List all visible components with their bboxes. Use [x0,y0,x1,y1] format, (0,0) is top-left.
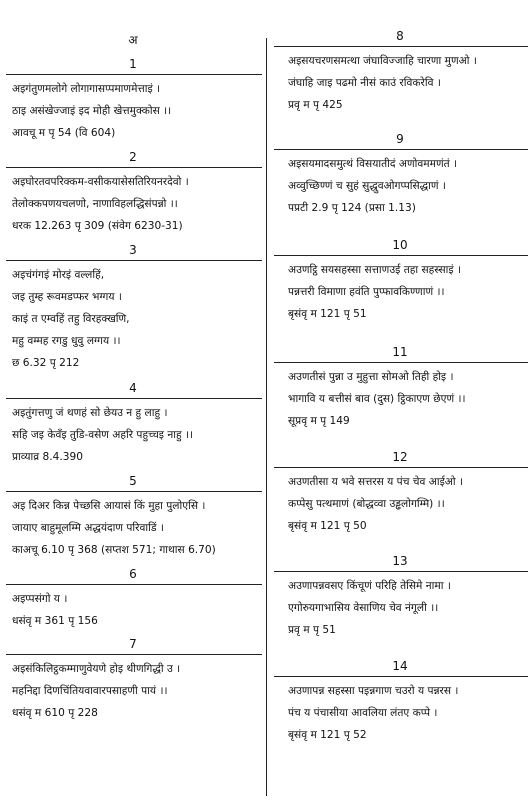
entry-number: 14 [392,659,408,673]
source-reference: सूप्रवृ म पृ 149 [288,415,350,427]
entry-rule [6,584,262,585]
verse-line: जंघाहि जाइ पढमो नीसं काउं रविकरेवि । [288,77,441,89]
entry [0,473,266,561]
verse-line: अइघोरतवपरिक्कम-वसीकयासेसतिरियनरदेवो । [12,176,189,188]
verse-line: जइ तुम्ह रूवमडप्फर भग्गय । [12,291,122,303]
verse-line: अव्वुच्छिण्णं च सुहं सुद्धुवओगप्पसिद्धाणं । [288,180,446,192]
verse-line: अइतुंगत्तणु जं थणहं सो छेयउ न हु लाहु । [12,407,168,419]
column-divider [266,38,267,796]
entry-rule [6,398,262,399]
entry-rule [274,571,528,572]
verse-line: अइप्पसंगो य । [12,593,68,605]
entry-rule [274,149,528,150]
entry-number: 5 [129,474,137,488]
verse-line: सहि जइ केवँइ तुडि-वसेण अहरि पहुच्चइ नाहु ।। [12,429,194,441]
entry-number: 10 [392,238,408,252]
source-reference: धसंवृ म 361 पृ 156 [12,615,98,627]
verse-line: भागावि य बत्तीसं बाव (दुस) ट्ठिकाएण छेएणं ।। [288,393,466,405]
entry [0,56,266,144]
entry-rule [274,255,528,256]
entry-number: 9 [396,132,404,146]
source-reference: धसंवृ म 610 पृ 228 [12,707,98,719]
entry-number: 1 [129,57,137,71]
source-reference: धरक 12.263 पृ 309 (संवेग 6230-31) [12,220,183,232]
source-reference: प्राव्याव्र 8.4.390 [12,451,83,463]
source-reference: काअचू 6.10 पृ 368 (सप्तश 571; गाथास 6.70) [12,544,216,556]
entry-rule [6,167,262,168]
verse-line: अइगंतुणमलोगे लोगागासप्पमाणमेत्ताइं । [12,83,161,95]
source-reference: आवचू म पृ 54 (वि 604) [12,127,116,139]
entry-number: 13 [392,554,408,568]
verse-line: अइचंगंगइं मोरइं वल्लहिं, [12,269,105,281]
entry [0,242,266,374]
entry [268,449,532,537]
entry-rule [274,362,528,363]
entry-number: 4 [129,381,137,395]
entry-number: 2 [129,150,137,164]
entry-number: 8 [396,29,404,43]
entry [268,131,532,219]
entry-number: 3 [129,243,137,257]
verse-line: अइसयमादसमुत्थं विसयातीदं अणोवममणंतं । [288,158,458,170]
verse-line: एगोरुयगाभासिय वेसाणिय चेव नंगूली ।। [288,602,439,614]
entry-rule [274,676,528,677]
entry-number: 11 [392,345,408,359]
source-reference: बृसंवृ म 121 पृ 52 [288,729,367,741]
verse-line: पन्नत्तरी विमाणा हवंति पुप्फावकिण्णाणं ।। [288,286,445,298]
verse-line: अउणापन्नवसए किंचूणं परिहि तेसिमे नामा । [288,580,451,592]
verse-line: ठाइ असंखेज्जाइं इद मोही खेत्तमुक्कोस ।। [12,105,172,117]
source-reference: प्रवृ म पृ 51 [288,624,336,636]
verse-line: कप्पेसु पत्थमाणं (बोद्धव्वा उड्ढलोगम्मि) ।। [288,498,445,510]
entry-number: 7 [129,637,137,651]
entry [268,658,532,746]
source-reference: बृसंवृ म 121 पृ 50 [288,520,367,532]
verse-line: पंच य पंचासीया आवलिया लंतए कप्पे । [288,707,438,719]
verse-line: तेलोक्कपणयचलणो, नाणाविहलद्धिसंपन्नो ।। [12,198,178,210]
verse-line: काइं त एम्वहिं तहु विरहक्खणि, [12,313,130,325]
entry-rule [6,654,262,655]
section-heading: अ [128,33,138,47]
entry [268,28,532,116]
entry-rule [6,491,262,492]
entry-rule [6,74,262,75]
verse-line: अउणतीसं पुन्ना उ मुहुत्ता सोमओ तिही होइ । [288,371,454,383]
entry-number: 6 [129,567,137,581]
source-reference: पप्रटी 2.9 पृ 124 (प्रसा 1.13) [288,202,416,214]
entry-number: 12 [392,450,408,464]
verse-line: अइसयचरणसमत्था जंघाविज्जाहि चारणा मुणओ । [288,55,477,67]
entry [268,344,532,432]
verse-line: अउणापन्न सहस्सा पइन्नगाण चउरो य पन्नरस । [288,685,459,697]
verse-line: अउणट्ठि सयसहस्सा सत्ताणउई तहा सहस्साइं । [288,264,461,276]
entry-rule [6,260,262,261]
verse-line: अइ दिअर किन्न पेच्छसि आयासं किं मुहा पुलोएसि । [12,500,206,512]
entry-rule [274,46,528,47]
entry [268,237,532,325]
verse-line: जायाए बाहुमूलम्मि अद्धयंदाण परिवाडिं । [12,522,164,534]
entry [0,149,266,237]
entry-rule [274,467,528,468]
source-reference: प्रवृ म पृ 425 [288,99,343,111]
verse-line: महु वम्मह रगडु धुवु लग्गय ।। [12,335,121,347]
source-reference: बृसंवृ म 121 पृ 51 [288,308,367,320]
verse-line: महनिद्दा दिणचिंतियवावारपसाहणी पायं ।। [12,685,168,697]
entry [0,380,266,468]
entry [0,636,266,724]
entry [268,553,532,641]
entry [0,566,266,632]
verse-line: अइसंकिलिट्ठकम्माणुवेयणे होइ थीणगिद्धी उ । [12,663,181,675]
verse-line: अउणतीसा य भवे सत्तरस य पंच चेव आईओ । [288,476,464,488]
source-reference: छ 6.32 पृ 212 [12,357,80,369]
